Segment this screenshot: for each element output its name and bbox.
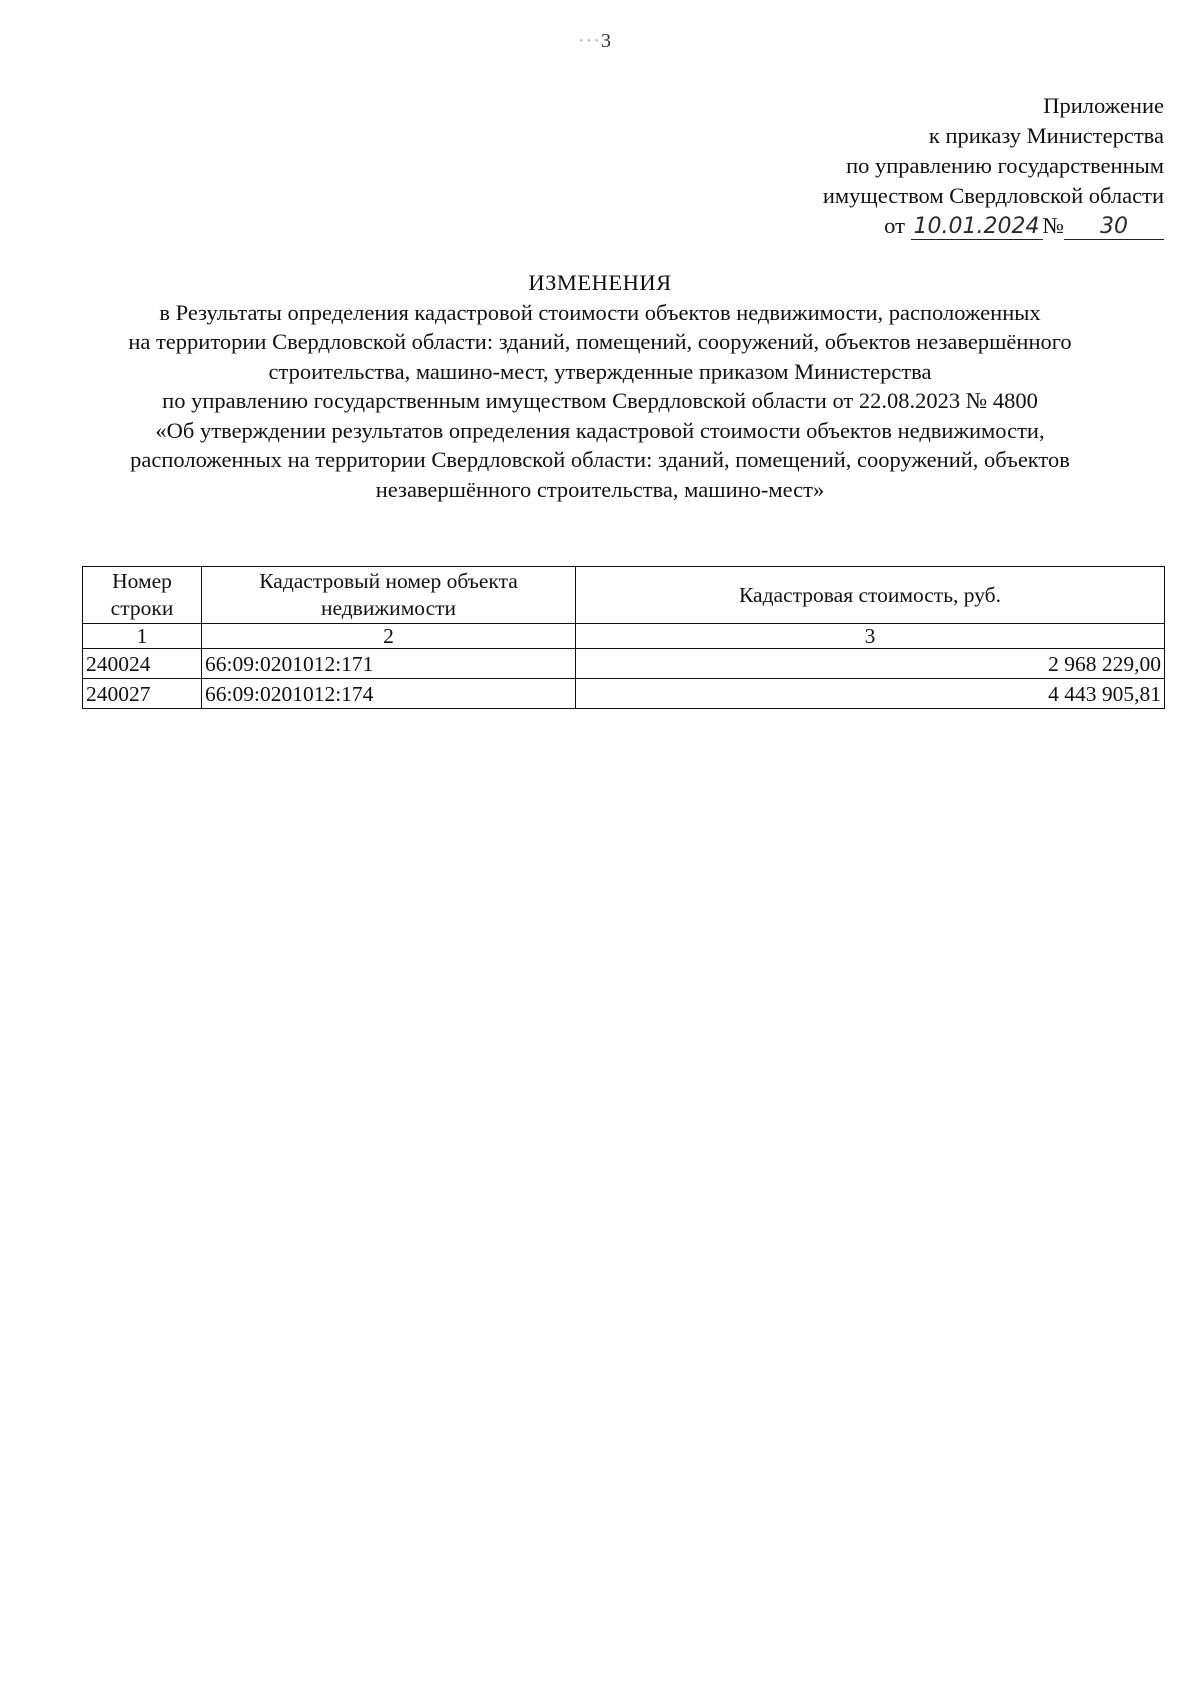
header-cadastral-value xyxy=(576,567,1165,624)
header-cadastral-number xyxy=(202,567,576,624)
cadastral-number-cell: 66:09:0201012:174 xyxy=(202,679,576,709)
title-line-6: расположенных на территории Свердловской области: зданий, помещений, сооружений, объектов xyxy=(130,447,1070,472)
table-row xyxy=(83,649,1165,679)
title-line-4: по управлению государственным имуществом Свердловской области от 22.08.2023 № 4800 xyxy=(162,388,1038,413)
header-row-number xyxy=(83,567,202,624)
header-row-number-line-2: строки xyxy=(110,596,174,620)
header-cadastral-number-line-2: недвижимости xyxy=(320,596,457,620)
header-row-number-line-1: Номер xyxy=(112,569,172,593)
title-heading: ИЗМЕНЕНИЯ xyxy=(528,270,672,295)
appendix-line-4: имуществом Свердловской области xyxy=(822,183,1164,208)
title-line-1: в Результаты определения кадастровой стоимости объектов недвижимости, расположенных xyxy=(159,299,1041,325)
header-cadastral-value-line-1: Кадастровая стоимость, руб. xyxy=(739,582,1001,607)
title-line-2: на территории Свердловской области: зданий, помещений, сооружений, объектов незавершённого xyxy=(128,329,1072,354)
title-line-5: «Об утверждении результатов определения кадастровой стоимости объектов недвижимости, xyxy=(155,417,1045,443)
document-title xyxy=(60,268,1140,504)
title-line-3: строительства, машино-мест, утвержденные приказом Министерства xyxy=(268,358,932,384)
date-prefix: от xyxy=(884,213,905,238)
appendix-block xyxy=(604,91,1164,241)
column-number-row xyxy=(83,624,1165,649)
title-line-7: незавершённого строительства, машино-мест» xyxy=(375,476,825,502)
cadastral-value-cell: 2 968 229,00 xyxy=(576,649,1165,679)
appendix-line-2: к приказу Министерства xyxy=(928,123,1164,148)
row-number-cell: 240027 xyxy=(83,679,202,709)
table-row xyxy=(83,679,1165,709)
column-number-3: 3 xyxy=(576,624,1165,649)
handwritten-date: 10.01.2024 xyxy=(911,215,1043,240)
cadastral-number-cell: 66:09:0201012:171 xyxy=(202,649,576,679)
appendix-line-3: по управлению государственным xyxy=(846,153,1164,178)
row-number-cell: 240024 xyxy=(83,649,202,679)
page-number-value: 3 xyxy=(600,30,612,52)
column-number-2: 2 xyxy=(202,624,576,649)
number-prefix: № xyxy=(1042,213,1064,238)
appendix-line-1: Приложение xyxy=(1043,93,1164,118)
cadastral-value-cell: 4 443 905,81 xyxy=(576,679,1165,709)
table-header-row xyxy=(83,567,1165,624)
column-number-1: 1 xyxy=(83,624,202,649)
cadastral-value-table xyxy=(82,566,1165,709)
order-date-number-line xyxy=(604,211,1164,241)
header-cadastral-number-line-1: Кадастровый номер объекта xyxy=(259,569,518,593)
handwritten-number: 30 xyxy=(1064,215,1164,240)
scan-smudge: ··· xyxy=(578,30,601,52)
page-number xyxy=(530,30,660,53)
